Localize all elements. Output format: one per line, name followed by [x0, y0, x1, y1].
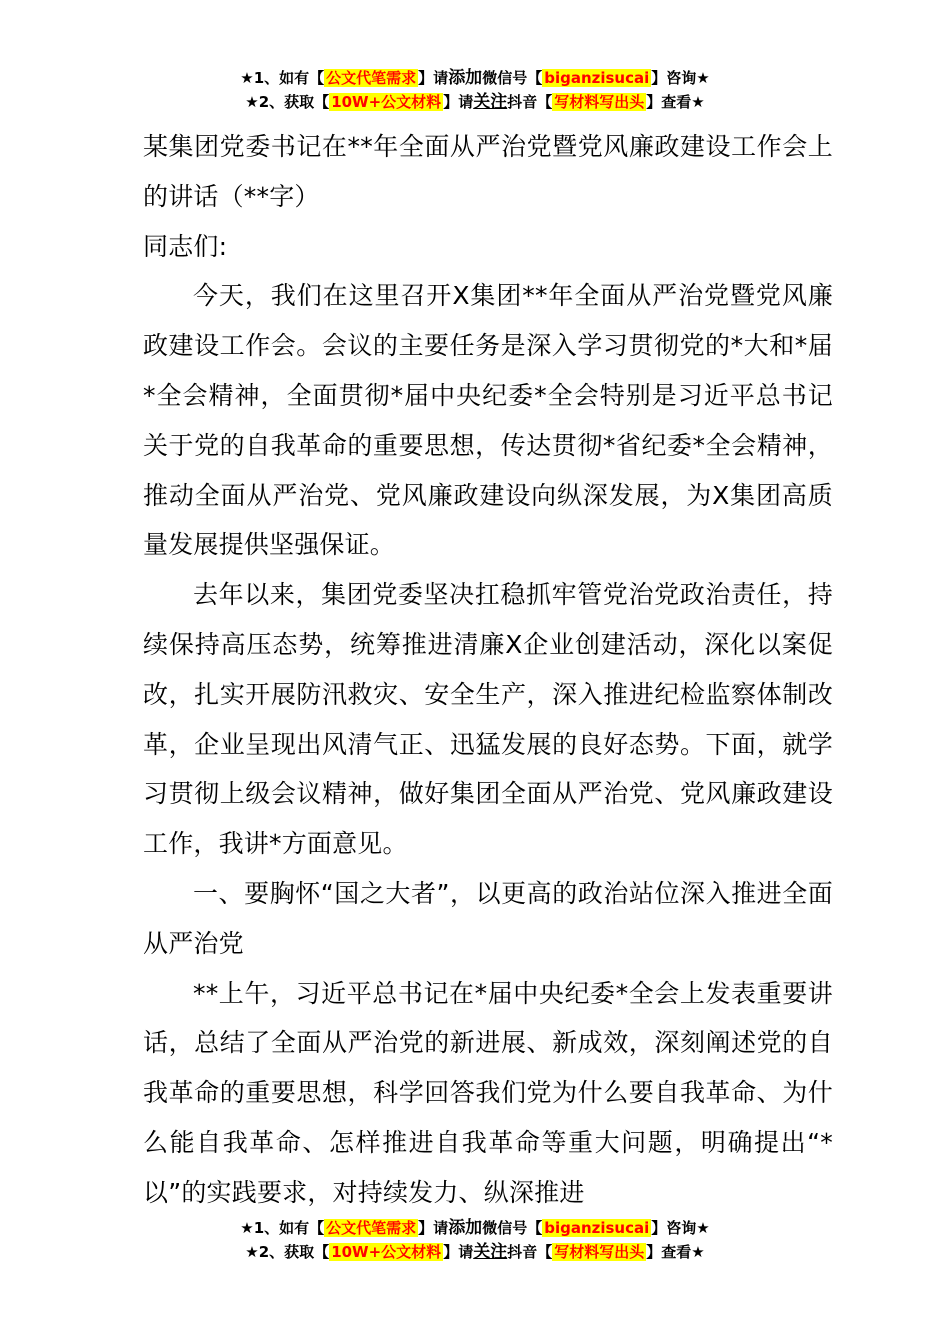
- document-body: [143, 122, 833, 1218]
- promo-line-2: [0, 1240, 950, 1264]
- promo-text: 】请: [418, 69, 449, 87]
- promo-text: ★2、获取【: [245, 93, 330, 111]
- promo-text-emphasis: 添加: [448, 68, 483, 88]
- promo-text: ★1、如有【: [240, 69, 325, 87]
- promo-text: 】咨询★: [651, 1219, 710, 1237]
- promo-text-emphasis: 关注: [473, 1242, 508, 1262]
- promo-text: 】咨询★: [651, 69, 710, 87]
- header-promo-banner: [0, 66, 950, 114]
- document-title: 某集团党委书记在**年全面从严治党暨党风廉政建设工作会上的讲话（**字）: [143, 132, 833, 211]
- promo-line-1: [0, 1216, 950, 1240]
- promo-text: 】请: [443, 1243, 474, 1261]
- promo-text: 】查看★: [646, 1243, 705, 1261]
- paragraph: **上午，习近平总书记在*届中央纪委*全会上发表重要讲话，总结了全面从严治党的新进展、新成效，深刻阐述党的自我革命的重要思想，科学回答我们党为什么要自我革命、为什么能自我革命、怎样推进自我革命等重大问题，明确提出“*以”的实践要求，对持续发力、纵深推进: [143, 978, 833, 1207]
- promo-text: 】请: [443, 93, 474, 111]
- promo-text-emphasis: 关注: [473, 92, 508, 112]
- promo-text: 】查看★: [646, 93, 705, 111]
- section-heading: 一、要胸怀“国之大者”，以更高的政治站位深入推进全面从严治党: [143, 878, 833, 958]
- promo-line-1: [0, 66, 950, 90]
- promo-text: 抖音【: [507, 93, 553, 111]
- promo-text: 微信号【: [482, 69, 543, 87]
- promo-highlight: biganzisucai: [544, 1219, 650, 1237]
- promo-highlight: 写材料写出头: [554, 93, 645, 111]
- promo-text: ★2、获取【: [245, 1243, 330, 1261]
- promo-highlight: 10W+公文材料: [331, 93, 442, 111]
- promo-text: 抖音【: [507, 1243, 553, 1261]
- footer-promo-banner: [0, 1216, 950, 1264]
- promo-highlight: 10W+公文材料: [331, 1243, 442, 1261]
- promo-highlight: 写材料写出头: [554, 1243, 645, 1261]
- paragraph: 今天，我们在这里召开X集团**年全面从严治党暨党风廉政建设工作会。会议的主要任务是深入学习贯彻党的*大和*届*全会精神，全面贯彻*届中央纪委*全会特别是习近平总书记关于党的自我革命的重要思想，传达贯彻*省纪委*全会精神，推动全面从严治党、党风廉政建设向纵深发展，为X集团高质量发展提供坚强保证。: [143, 281, 833, 560]
- promo-highlight: 公文代笔需求: [326, 1219, 417, 1237]
- paragraph: 去年以来，集团党委坚决扛稳抓牢管党治党政治责任，持续保持高压态势，统筹推进清廉X企业创建活动，深化以案促改，扎实开展防汛救灾、安全生产，深入推进纪检监察体制改革，企业呈现出风清气正、迅猛发展的良好态势。下面，就学习贯彻上级会议精神，做好集团全面从严治党、党风廉政建设工作，我讲*方面意见。: [143, 580, 833, 859]
- promo-highlight: 公文代笔需求: [326, 69, 417, 87]
- promo-text: 】请: [418, 1219, 449, 1237]
- promo-text-emphasis: 添加: [448, 1218, 483, 1238]
- promo-text: 微信号【: [482, 1219, 543, 1237]
- promo-text: ★1、如有【: [240, 1219, 325, 1237]
- salutation: 同志们:: [143, 231, 228, 261]
- promo-line-2: [0, 90, 950, 114]
- promo-highlight: biganzisucai: [544, 69, 650, 87]
